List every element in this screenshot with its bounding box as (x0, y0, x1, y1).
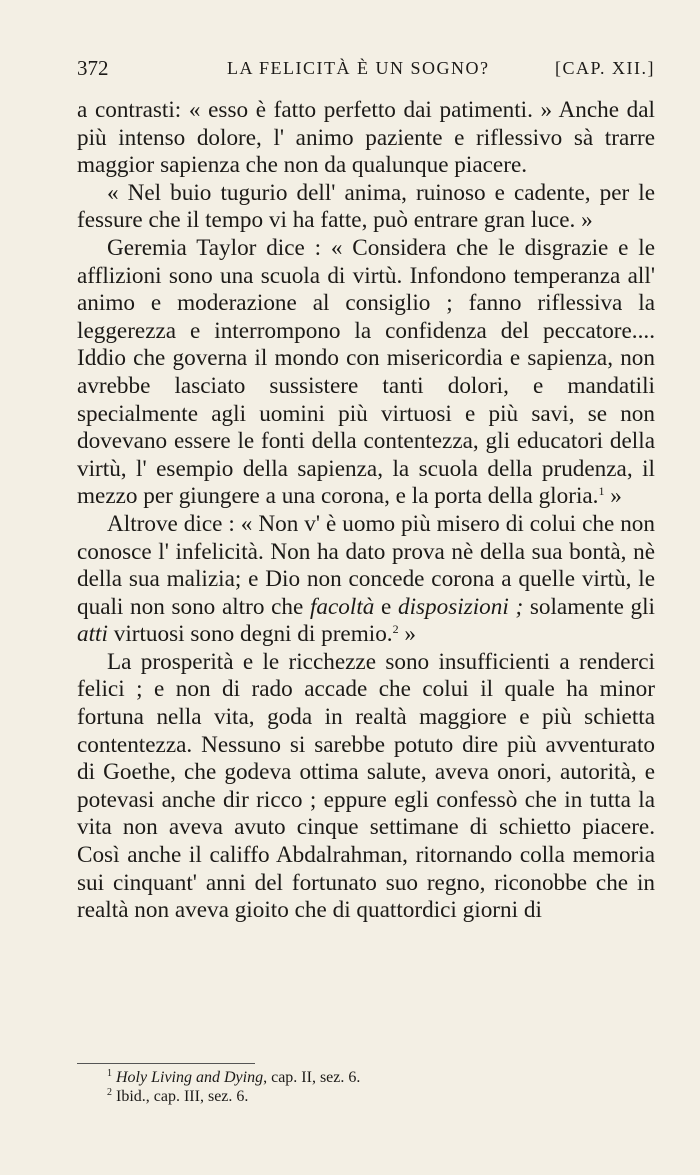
italic-term: atti (77, 621, 108, 648)
paragraph-text: solamente gli (523, 593, 656, 620)
paragraph-text: Altrove dice : « Non v' è uomo più misero di colui che non conosce l' infelicità. Non ha dato prova nè della sua bontà, nè della sua malizia; e Dio non concede corona a quelle virtù, le quali non sono altro che (77, 510, 655, 620)
running-title: LA FELICITÀ È UN SOGNO? (227, 58, 490, 78)
footnotes (107, 1068, 647, 1106)
footnote-text: , cap. II, sez. 6. (263, 1069, 361, 1086)
footnote-text: Ibid., cap. III, sez. 6. (112, 1088, 249, 1105)
footnote-mark: 1 (107, 1068, 112, 1079)
paragraph-text: Geremia Taylor dice : « Considera che le disgrazie e le afflizioni sono una scuola di virtù. Infondono temperanza all' animo e moderazione al consiglio ; fanno riflessiva la leggerezza e interrompono la confidenza del peccatore.... Iddio che governa il mondo con misericordia e sapienza, non avrebbe lasciato sussistere tanti dolori, e mandatili specialmente agli uomini più virtuosi e più savi, se non dovevano essere le fonti della contentezza, gli educatori della virtù, l' esempio della sapienza, la scuola della prudenza, il mezzo per giungere a una corona, e la porta della gloria. (77, 234, 655, 510)
paragraph: a contrasti: « esso è fatto perfetto dai patimenti. » Anche dal più intenso dolore, l' animo paziente e riflessivo sà trarre maggior sapienza che non da qualunque piacere. (77, 97, 655, 179)
footnote-mark: 2 (107, 1087, 112, 1098)
footnote-divider (77, 1063, 255, 1064)
paragraph (77, 235, 655, 511)
body-text (77, 97, 655, 925)
footnote-ref: 2 (392, 622, 399, 637)
footnote (107, 1087, 647, 1106)
italic-term: facoltà (309, 593, 375, 620)
paragraph-text: virtuosi sono degni di premio. (107, 621, 393, 648)
paragraph-text: » (398, 621, 416, 648)
paragraph-text: » (604, 483, 622, 510)
footnote-ref: 1 (598, 484, 605, 499)
running-header (77, 56, 655, 84)
paragraph (77, 511, 655, 649)
page-number: 372 (77, 56, 109, 80)
footnote-title: Holy Living and Dying (116, 1069, 264, 1086)
paragraph: La prosperità e le ricchezze sono insufficienti a renderci felici ; e non di rado accade che colui il quale ha minor fortuna nella vita, goda in realtà maggiore e più schietta contentezza. Nessuno si sarebbe potuto dire più avventurato di Goethe, che godeva ottima salute, aveva onori, autorità, e potevasi anche dir ricco ; eppure egli confessò che in tutta la vita non aveva avuto cinque settimane di schietto piacere. Così anche il califfo Abdalrahman, ritornando colla memoria sui cinquant' anni del fortunato suo regno, riconobbe che in realtà non aveva gioito che di quattordici giorni di (77, 648, 655, 924)
paragraph: « Nel buio tugurio dell' anima, ruinoso e cadente, per le fessure che il tempo vi ha fatte, può entrare gran luce. » (77, 179, 655, 234)
paragraph-text: e (374, 593, 398, 620)
footnote (107, 1068, 647, 1087)
italic-term: disposizioni ; (397, 593, 524, 620)
chapter-label: [CAP. XII.] (555, 58, 655, 78)
